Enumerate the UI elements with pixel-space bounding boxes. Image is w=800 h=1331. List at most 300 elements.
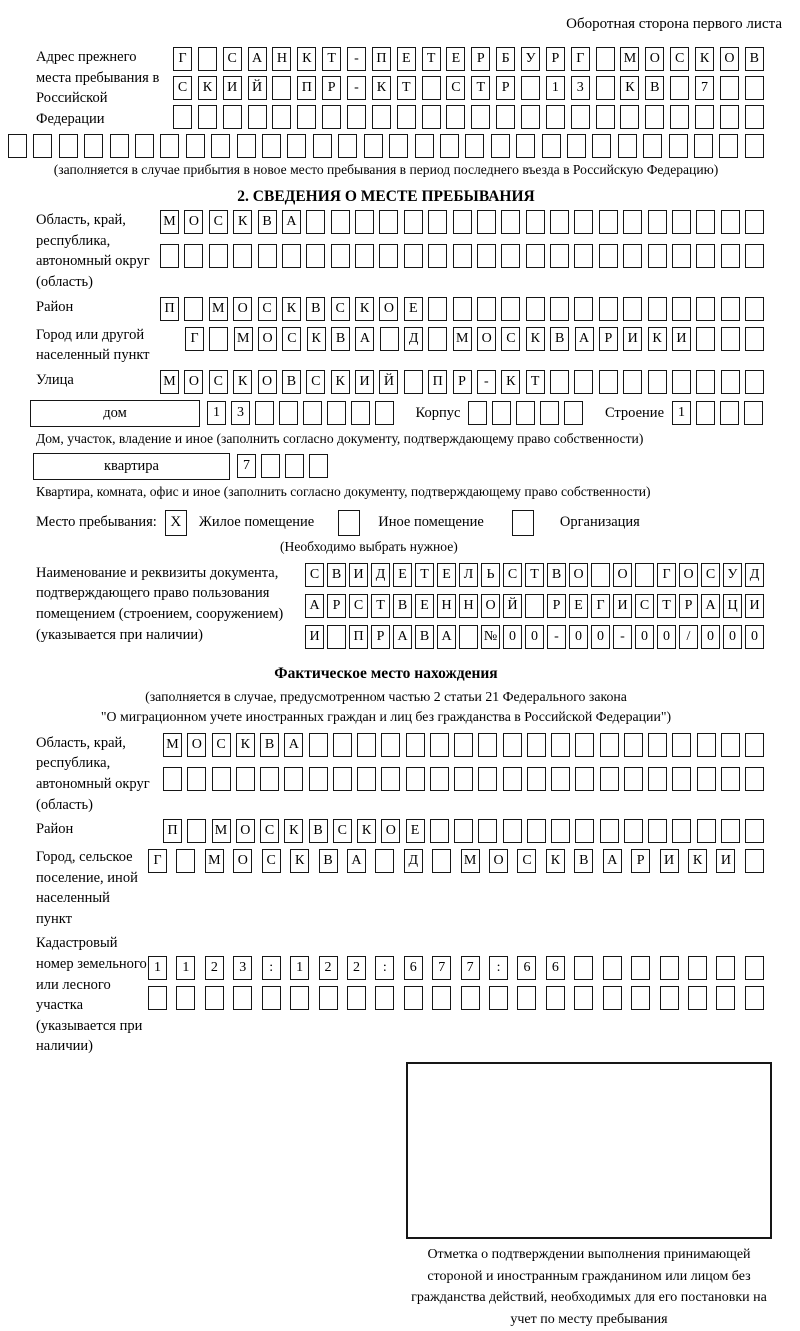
char-cell[interactable] <box>574 210 593 234</box>
char-cell[interactable]: С <box>262 849 281 873</box>
char-cell[interactable] <box>694 134 713 158</box>
char-cell[interactable] <box>591 563 610 587</box>
char-cell[interactable] <box>347 986 366 1010</box>
char-cell[interactable] <box>542 134 561 158</box>
char-cell[interactable]: К <box>233 370 252 394</box>
char-cell[interactable] <box>406 767 425 791</box>
char-cell[interactable] <box>285 454 304 478</box>
char-cell[interactable]: - <box>347 47 366 71</box>
char-cell[interactable]: М <box>160 370 179 394</box>
char-cell[interactable] <box>635 563 654 587</box>
char-cell[interactable] <box>287 134 306 158</box>
char-cell[interactable] <box>688 956 707 980</box>
char-cell[interactable] <box>648 733 667 757</box>
char-cell[interactable]: Е <box>415 594 434 618</box>
char-cell[interactable]: 0 <box>635 625 654 649</box>
char-cell[interactable] <box>720 76 739 100</box>
char-cell[interactable]: 7 <box>237 454 256 478</box>
char-cell[interactable]: 1 <box>176 956 195 980</box>
char-cell[interactable]: Т <box>322 47 341 71</box>
char-cell[interactable]: К <box>501 370 520 394</box>
char-cell[interactable] <box>290 986 309 1010</box>
char-cell[interactable] <box>184 297 203 321</box>
char-cell[interactable]: К <box>236 733 255 757</box>
char-cell[interactable]: М <box>453 327 472 351</box>
char-cell[interactable]: Т <box>422 47 441 71</box>
char-cell[interactable]: В <box>327 563 346 587</box>
char-cell[interactable] <box>397 105 416 129</box>
char-cell[interactable]: - <box>347 76 366 100</box>
char-cell[interactable]: - <box>547 625 566 649</box>
char-cell[interactable]: С <box>635 594 654 618</box>
char-cell[interactable]: 1 <box>546 76 565 100</box>
char-cell[interactable]: Л <box>459 563 478 587</box>
char-cell[interactable] <box>521 105 540 129</box>
char-cell[interactable] <box>440 134 459 158</box>
char-cell[interactable]: К <box>355 297 374 321</box>
char-cell[interactable] <box>459 625 478 649</box>
char-cell[interactable]: Е <box>393 563 412 587</box>
char-cell[interactable]: К <box>372 76 391 100</box>
char-cell[interactable]: : <box>375 956 394 980</box>
char-cell[interactable] <box>672 370 691 394</box>
char-cell[interactable]: К <box>695 47 714 71</box>
char-cell[interactable] <box>176 986 195 1010</box>
char-cell[interactable] <box>575 819 594 843</box>
char-cell[interactable] <box>623 297 642 321</box>
char-cell[interactable]: П <box>349 625 368 649</box>
char-cell[interactable] <box>669 134 688 158</box>
char-cell[interactable] <box>525 594 544 618</box>
char-cell[interactable]: С <box>670 47 689 71</box>
char-cell[interactable]: А <box>603 849 622 873</box>
char-cell[interactable]: О <box>258 327 277 351</box>
char-cell[interactable]: Т <box>371 594 390 618</box>
char-cell[interactable] <box>624 733 643 757</box>
char-cell[interactable] <box>211 134 230 158</box>
char-cell[interactable]: О <box>236 819 255 843</box>
char-cell[interactable]: / <box>679 625 698 649</box>
char-cell[interactable]: Е <box>397 47 416 71</box>
char-cell[interactable] <box>527 733 546 757</box>
char-cell[interactable] <box>428 297 447 321</box>
char-cell[interactable] <box>381 767 400 791</box>
char-cell[interactable]: С <box>701 563 720 587</box>
char-cell[interactable]: И <box>305 625 324 649</box>
char-cell[interactable] <box>262 134 281 158</box>
char-cell[interactable] <box>745 327 764 351</box>
char-cell[interactable]: О <box>481 594 500 618</box>
char-cell[interactable] <box>745 767 764 791</box>
char-cell[interactable] <box>721 767 740 791</box>
char-cell[interactable]: М <box>205 849 224 873</box>
char-cell[interactable]: С <box>258 297 277 321</box>
char-cell[interactable] <box>660 956 679 980</box>
char-cell[interactable]: О <box>569 563 588 587</box>
char-cell[interactable] <box>745 244 764 268</box>
char-cell[interactable]: 6 <box>517 956 536 980</box>
char-cell[interactable] <box>186 134 205 158</box>
char-cell[interactable] <box>696 370 715 394</box>
char-cell[interactable] <box>624 767 643 791</box>
char-cell[interactable] <box>745 297 764 321</box>
char-cell[interactable] <box>603 956 622 980</box>
char-cell[interactable] <box>331 244 350 268</box>
char-cell[interactable] <box>574 956 593 980</box>
char-cell[interactable]: Т <box>657 594 676 618</box>
char-cell[interactable]: 0 <box>525 625 544 649</box>
char-cell[interactable] <box>303 401 322 425</box>
char-cell[interactable]: О <box>184 370 203 394</box>
char-cell[interactable] <box>575 733 594 757</box>
char-cell[interactable] <box>160 244 179 268</box>
char-cell[interactable]: В <box>547 563 566 587</box>
char-cell[interactable]: А <box>282 210 301 234</box>
char-cell[interactable] <box>468 401 487 425</box>
char-cell[interactable] <box>603 986 622 1010</box>
char-cell[interactable] <box>521 76 540 100</box>
char-cell[interactable] <box>503 767 522 791</box>
char-cell[interactable]: В <box>550 327 569 351</box>
char-cell[interactable]: Т <box>415 563 434 587</box>
char-cell[interactable]: П <box>372 47 391 71</box>
char-cell[interactable]: О <box>184 210 203 234</box>
char-cell[interactable] <box>596 47 615 71</box>
char-cell[interactable] <box>643 134 662 158</box>
char-cell[interactable]: О <box>720 47 739 71</box>
char-cell[interactable] <box>404 370 423 394</box>
char-cell[interactable]: Г <box>571 47 590 71</box>
char-cell[interactable] <box>623 210 642 234</box>
char-cell[interactable] <box>716 986 735 1010</box>
char-cell[interactable]: 0 <box>591 625 610 649</box>
char-cell[interactable] <box>745 849 764 873</box>
char-cell[interactable] <box>453 210 472 234</box>
char-cell[interactable] <box>261 454 280 478</box>
char-cell[interactable] <box>696 327 715 351</box>
char-cell[interactable] <box>491 134 510 158</box>
char-cell[interactable] <box>720 401 739 425</box>
char-cell[interactable] <box>209 327 228 351</box>
char-cell[interactable]: О <box>233 297 252 321</box>
char-cell[interactable]: К <box>307 327 326 351</box>
char-cell[interactable] <box>546 986 565 1010</box>
char-cell[interactable] <box>272 105 291 129</box>
char-cell[interactable]: М <box>163 733 182 757</box>
char-cell[interactable] <box>516 134 535 158</box>
char-cell[interactable] <box>592 134 611 158</box>
char-cell[interactable] <box>379 244 398 268</box>
char-cell[interactable]: В <box>415 625 434 649</box>
stay-type-checkbox-residential[interactable]: X <box>165 510 187 536</box>
char-cell[interactable] <box>375 401 394 425</box>
char-cell[interactable]: Е <box>406 819 425 843</box>
char-cell[interactable] <box>233 244 252 268</box>
char-cell[interactable]: 3 <box>571 76 590 100</box>
char-cell[interactable] <box>430 819 449 843</box>
char-cell[interactable]: 1 <box>207 401 226 425</box>
char-cell[interactable] <box>648 819 667 843</box>
char-cell[interactable] <box>550 244 569 268</box>
char-cell[interactable]: М <box>209 297 228 321</box>
char-cell[interactable]: - <box>477 370 496 394</box>
char-cell[interactable] <box>618 134 637 158</box>
char-cell[interactable]: 0 <box>701 625 720 649</box>
char-cell[interactable] <box>745 986 764 1010</box>
char-cell[interactable] <box>540 401 559 425</box>
char-cell[interactable]: И <box>716 849 735 873</box>
char-cell[interactable] <box>624 819 643 843</box>
char-cell[interactable]: 7 <box>461 956 480 980</box>
char-cell[interactable] <box>596 105 615 129</box>
char-cell[interactable] <box>453 297 472 321</box>
char-cell[interactable]: : <box>489 956 508 980</box>
char-cell[interactable] <box>672 297 691 321</box>
char-cell[interactable] <box>631 956 650 980</box>
char-cell[interactable]: О <box>489 849 508 873</box>
char-cell[interactable] <box>526 244 545 268</box>
char-cell[interactable] <box>236 767 255 791</box>
char-cell[interactable]: С <box>305 563 324 587</box>
char-cell[interactable] <box>648 210 667 234</box>
char-cell[interactable]: О <box>233 849 252 873</box>
char-cell[interactable]: В <box>260 733 279 757</box>
char-cell[interactable] <box>574 986 593 1010</box>
char-cell[interactable] <box>720 105 739 129</box>
char-cell[interactable] <box>550 297 569 321</box>
char-cell[interactable] <box>347 105 366 129</box>
char-cell[interactable]: Г <box>657 563 676 587</box>
char-cell[interactable]: 3 <box>231 401 250 425</box>
char-cell[interactable] <box>309 454 328 478</box>
char-cell[interactable]: С <box>501 327 520 351</box>
char-cell[interactable] <box>478 767 497 791</box>
char-cell[interactable] <box>198 47 217 71</box>
char-cell[interactable] <box>327 625 346 649</box>
char-cell[interactable]: Н <box>272 47 291 71</box>
char-cell[interactable]: Е <box>569 594 588 618</box>
char-cell[interactable] <box>313 134 332 158</box>
char-cell[interactable]: 1 <box>148 956 167 980</box>
char-cell[interactable]: О <box>187 733 206 757</box>
char-cell[interactable] <box>212 767 231 791</box>
char-cell[interactable] <box>381 733 400 757</box>
char-cell[interactable]: К <box>688 849 707 873</box>
char-cell[interactable] <box>432 849 451 873</box>
char-cell[interactable]: К <box>331 370 350 394</box>
char-cell[interactable]: М <box>212 819 231 843</box>
char-cell[interactable] <box>744 401 763 425</box>
char-cell[interactable] <box>648 370 667 394</box>
char-cell[interactable] <box>357 767 376 791</box>
char-cell[interactable] <box>465 134 484 158</box>
char-cell[interactable] <box>428 244 447 268</box>
char-cell[interactable]: И <box>623 327 642 351</box>
char-cell[interactable]: П <box>428 370 447 394</box>
char-cell[interactable] <box>375 986 394 1010</box>
char-cell[interactable]: И <box>355 370 374 394</box>
char-cell[interactable] <box>719 134 738 158</box>
char-cell[interactable] <box>696 244 715 268</box>
char-cell[interactable]: Н <box>459 594 478 618</box>
char-cell[interactable] <box>415 134 434 158</box>
char-cell[interactable]: Р <box>453 370 472 394</box>
char-cell[interactable] <box>309 767 328 791</box>
char-cell[interactable] <box>501 210 520 234</box>
char-cell[interactable] <box>492 401 511 425</box>
char-cell[interactable]: : <box>262 956 281 980</box>
char-cell[interactable]: 3 <box>233 956 252 980</box>
char-cell[interactable] <box>355 210 374 234</box>
char-cell[interactable]: 1 <box>672 401 691 425</box>
char-cell[interactable]: В <box>745 47 764 71</box>
char-cell[interactable] <box>571 105 590 129</box>
char-cell[interactable]: Г <box>148 849 167 873</box>
char-cell[interactable] <box>697 767 716 791</box>
char-cell[interactable] <box>672 733 691 757</box>
char-cell[interactable] <box>422 76 441 100</box>
char-cell[interactable] <box>501 244 520 268</box>
char-cell[interactable] <box>600 819 619 843</box>
char-cell[interactable]: Ь <box>481 563 500 587</box>
char-cell[interactable] <box>564 401 583 425</box>
char-cell[interactable] <box>355 244 374 268</box>
char-cell[interactable] <box>526 210 545 234</box>
char-cell[interactable]: Р <box>679 594 698 618</box>
char-cell[interactable] <box>516 401 535 425</box>
char-cell[interactable] <box>333 767 352 791</box>
char-cell[interactable]: П <box>297 76 316 100</box>
char-cell[interactable] <box>574 244 593 268</box>
char-cell[interactable]: Ц <box>723 594 742 618</box>
char-cell[interactable] <box>432 986 451 1010</box>
char-cell[interactable] <box>745 733 764 757</box>
char-cell[interactable] <box>223 105 242 129</box>
char-cell[interactable] <box>453 244 472 268</box>
char-cell[interactable]: А <box>575 327 594 351</box>
char-cell[interactable] <box>599 244 618 268</box>
char-cell[interactable] <box>574 370 593 394</box>
char-cell[interactable]: 2 <box>319 956 338 980</box>
char-cell[interactable] <box>745 370 764 394</box>
char-cell[interactable] <box>404 986 423 1010</box>
char-cell[interactable] <box>600 767 619 791</box>
char-cell[interactable] <box>623 244 642 268</box>
char-cell[interactable]: К <box>357 819 376 843</box>
char-cell[interactable] <box>527 767 546 791</box>
char-cell[interactable] <box>454 767 473 791</box>
char-cell[interactable]: С <box>331 297 350 321</box>
char-cell[interactable] <box>696 401 715 425</box>
char-cell[interactable] <box>672 819 691 843</box>
char-cell[interactable]: У <box>723 563 742 587</box>
char-cell[interactable]: 7 <box>695 76 714 100</box>
char-cell[interactable] <box>489 986 508 1010</box>
char-cell[interactable]: К <box>290 849 309 873</box>
char-cell[interactable] <box>721 297 740 321</box>
char-cell[interactable] <box>721 244 740 268</box>
char-cell[interactable] <box>237 134 256 158</box>
char-cell[interactable] <box>331 210 350 234</box>
char-cell[interactable] <box>526 297 545 321</box>
char-cell[interactable]: К <box>198 76 217 100</box>
char-cell[interactable] <box>696 210 715 234</box>
char-cell[interactable]: 1 <box>290 956 309 980</box>
char-cell[interactable] <box>745 105 764 129</box>
char-cell[interactable] <box>697 819 716 843</box>
char-cell[interactable] <box>33 134 52 158</box>
char-cell[interactable]: Т <box>526 370 545 394</box>
char-cell[interactable]: № <box>481 625 500 649</box>
char-cell[interactable]: К <box>284 819 303 843</box>
char-cell[interactable] <box>428 210 447 234</box>
char-cell[interactable]: 2 <box>205 956 224 980</box>
char-cell[interactable] <box>148 986 167 1010</box>
char-cell[interactable]: - <box>613 625 632 649</box>
char-cell[interactable] <box>187 767 206 791</box>
char-cell[interactable]: 7 <box>432 956 451 980</box>
char-cell[interactable]: И <box>613 594 632 618</box>
char-cell[interactable] <box>501 297 520 321</box>
char-cell[interactable] <box>282 244 301 268</box>
char-cell[interactable]: С <box>306 370 325 394</box>
char-cell[interactable]: О <box>477 327 496 351</box>
char-cell[interactable] <box>135 134 154 158</box>
char-cell[interactable] <box>599 210 618 234</box>
char-cell[interactable]: В <box>574 849 593 873</box>
char-cell[interactable]: С <box>517 849 536 873</box>
char-cell[interactable]: А <box>701 594 720 618</box>
char-cell[interactable]: А <box>284 733 303 757</box>
char-cell[interactable] <box>503 733 522 757</box>
char-cell[interactable]: В <box>331 327 350 351</box>
char-cell[interactable]: Р <box>471 47 490 71</box>
char-cell[interactable] <box>260 767 279 791</box>
char-cell[interactable]: С <box>333 819 352 843</box>
char-cell[interactable]: К <box>282 297 301 321</box>
char-cell[interactable]: В <box>319 849 338 873</box>
char-cell[interactable] <box>697 733 716 757</box>
char-cell[interactable] <box>184 244 203 268</box>
char-cell[interactable] <box>187 819 206 843</box>
char-cell[interactable] <box>721 210 740 234</box>
char-cell[interactable] <box>430 733 449 757</box>
char-cell[interactable] <box>198 105 217 129</box>
char-cell[interactable] <box>272 76 291 100</box>
char-cell[interactable]: С <box>212 733 231 757</box>
char-cell[interactable]: И <box>223 76 242 100</box>
char-cell[interactable]: Р <box>546 47 565 71</box>
char-cell[interactable] <box>205 986 224 1010</box>
char-cell[interactable] <box>319 986 338 1010</box>
char-cell[interactable]: О <box>679 563 698 587</box>
char-cell[interactable]: А <box>393 625 412 649</box>
char-cell[interactable] <box>721 327 740 351</box>
char-cell[interactable]: Н <box>437 594 456 618</box>
char-cell[interactable]: Д <box>404 849 423 873</box>
char-cell[interactable]: 0 <box>569 625 588 649</box>
char-cell[interactable] <box>672 767 691 791</box>
char-cell[interactable]: А <box>248 47 267 71</box>
char-cell[interactable] <box>406 733 425 757</box>
char-cell[interactable]: Р <box>599 327 618 351</box>
char-cell[interactable]: В <box>282 370 301 394</box>
char-cell[interactable]: Р <box>327 594 346 618</box>
char-cell[interactable] <box>551 819 570 843</box>
char-cell[interactable] <box>716 956 735 980</box>
char-cell[interactable] <box>279 401 298 425</box>
char-cell[interactable] <box>309 733 328 757</box>
